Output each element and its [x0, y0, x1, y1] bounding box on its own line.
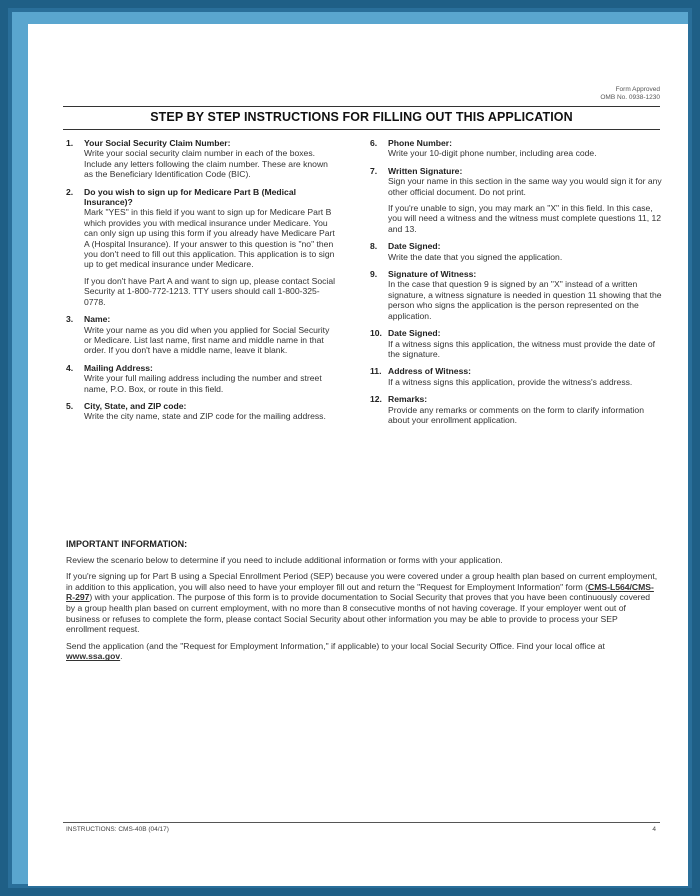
instruction-item-6 — [370, 138, 662, 159]
instruction-item-3 — [66, 314, 336, 356]
item-heading: Your Social Security Claim Number: — [84, 138, 231, 148]
item-number: 2. — [66, 186, 74, 197]
left-column — [66, 138, 336, 429]
instruction-item-12 — [370, 394, 662, 425]
item-number: 9. — [370, 269, 378, 280]
item-text: If a witness signs this application, the witness must provide the date of the signature. — [388, 338, 656, 359]
item-heading: Signature of Witness: — [388, 269, 477, 280]
item-number: 10. — [370, 328, 382, 339]
item-text: Provide any remarks or comments on the form to clarify information about your enrollment application. — [388, 404, 644, 425]
item-text: Write your 10-digit phone number, including area code. — [388, 148, 597, 159]
item-text: Write your full mailing address including the number and street name, P.O. Box, or route in this field. — [84, 373, 322, 394]
document-page — [28, 24, 688, 886]
item-heading: Date Signed: — [388, 328, 441, 339]
important-paragraph-2 — [66, 571, 658, 635]
item-heading: Do you wish to sign up for Medicare Part B (Medical Insurance)? — [84, 186, 297, 208]
form-approved-block — [600, 86, 660, 102]
title-rule — [63, 129, 660, 130]
item-text: If you don't have Part A and want to sign up, please contact Social Security at 1-800-772-1213. TTY users should call 1-800-325-0778. — [84, 275, 336, 307]
item-number: 12. — [370, 394, 382, 405]
instruction-item-2 — [66, 187, 336, 307]
cms-form-link[interactable]: CMS-L564/CMS-R-297 — [66, 581, 654, 603]
item-text: Write your name as you did when you applied for Social Security or Medicare. List last name, first name and middle name in that order. If you don't have a middle name, leave it blank. — [84, 324, 330, 356]
top-rule — [63, 106, 660, 107]
item-heading: Phone Number: — [388, 138, 452, 148]
instruction-item-1 — [66, 138, 336, 180]
item-text: In the case that question 9 is signed by an "X" instead of a written signature, a witness signature is needed in question 11 showing that the person who signs the application is the person represented on the application. — [388, 279, 662, 321]
instruction-item-4 — [66, 363, 336, 394]
page-title: STEP BY STEP INSTRUCTIONS FOR FILLING OUT THIS APPLICATION — [150, 110, 573, 124]
item-heading: Address of Witness: — [388, 366, 472, 377]
omb-number: OMB No. 0938-1230 — [600, 94, 660, 101]
instruction-item-5 — [66, 401, 336, 422]
important-text: Send the application (and the "Request for Employment Information," if applicable) to your local Social Security Office. Find your local office at — [66, 640, 605, 651]
item-heading: Mailing Address: — [84, 362, 153, 373]
item-heading: Remarks: — [388, 394, 428, 405]
instruction-item-8 — [370, 241, 662, 262]
item-text: Sign your name in this section in the same way you would sign it for any other official document. Do not print. — [388, 176, 662, 197]
item-number: 1. — [66, 138, 74, 148]
instruction-item-11 — [370, 366, 662, 387]
item-number: 11. — [370, 366, 382, 377]
instruction-item-10 — [370, 328, 662, 359]
item-text: If a witness signs this application, provide the witness's address. — [388, 376, 633, 387]
page-number: 4 — [652, 826, 656, 833]
important-paragraph-1: Review the scenario below to determine if you need to include additional information or forms with your application. — [66, 554, 503, 565]
important-information — [66, 539, 658, 668]
item-text: Write the date that you signed the application. — [388, 251, 563, 262]
item-number: 3. — [66, 314, 74, 325]
item-text: Mark "YES" in this field if you want to sign up for Medicare Part B which provides you with medical insurance under Medicare. You can only sign up using this form if you already have Medicare Part A (Hospital Insurance). If your answer to this question is "no" then you don't need to fill out this application. This application is to sign up to get medical insurance under Medicare. — [84, 207, 335, 270]
important-text: ) with your application. The purpose of this form is to provide documentation to Social Security that proves that you have been continuously covered by a group health plan based on current employment, with no more than 8 consecutive months of not having coverage. If your employer went out of business or refuses to complete the form, please contact Social Security about other information you may be able to provide to process your SEP enrollment request. — [66, 592, 651, 635]
important-text: . — [120, 651, 123, 662]
item-number: 6. — [370, 138, 378, 148]
important-text: If you're signing up for Part B using a Special Enrollment Period (SEP) because you were covered under a group health plan based on current employment, in addition to this application, you will also need to have your employer fill out and return the "Request for Employment Information" form ( — [66, 571, 658, 592]
item-number: 8. — [370, 241, 378, 252]
item-number: 5. — [66, 400, 74, 411]
item-number: 4. — [66, 362, 74, 373]
item-text: If you're unable to sign, you may mark an "X" in this field. In this case, you will need a witness and the witness must complete questions 11, 12 and 13. — [388, 203, 662, 234]
item-text: Write the city name, state and ZIP code for the mailing address. — [84, 411, 326, 422]
footer-form-id: INSTRUCTIONS: CMS-40B (04/17) — [66, 826, 169, 833]
ssa-link[interactable]: www.ssa.gov — [66, 651, 121, 662]
item-heading: Written Signature: — [388, 165, 463, 176]
important-paragraph-3 — [66, 641, 658, 662]
form-approved-label: Form Approved — [615, 86, 660, 93]
item-text: Write your social security claim number in each of the boxes. Include any letters following the claim number. These are known as the Beneficiary Identification Code (BIC). — [84, 148, 328, 180]
item-heading: Name: — [84, 314, 111, 325]
item-number: 7. — [370, 165, 378, 176]
item-heading: City, State, and ZIP code: — [84, 400, 187, 411]
instruction-item-7 — [370, 166, 662, 234]
document-frame — [8, 8, 692, 888]
instruction-item-9 — [370, 269, 662, 321]
right-column — [370, 138, 662, 432]
important-heading: IMPORTANT INFORMATION: — [66, 539, 188, 549]
item-heading: Date Signed: — [388, 241, 441, 252]
footer-rule — [63, 822, 660, 823]
